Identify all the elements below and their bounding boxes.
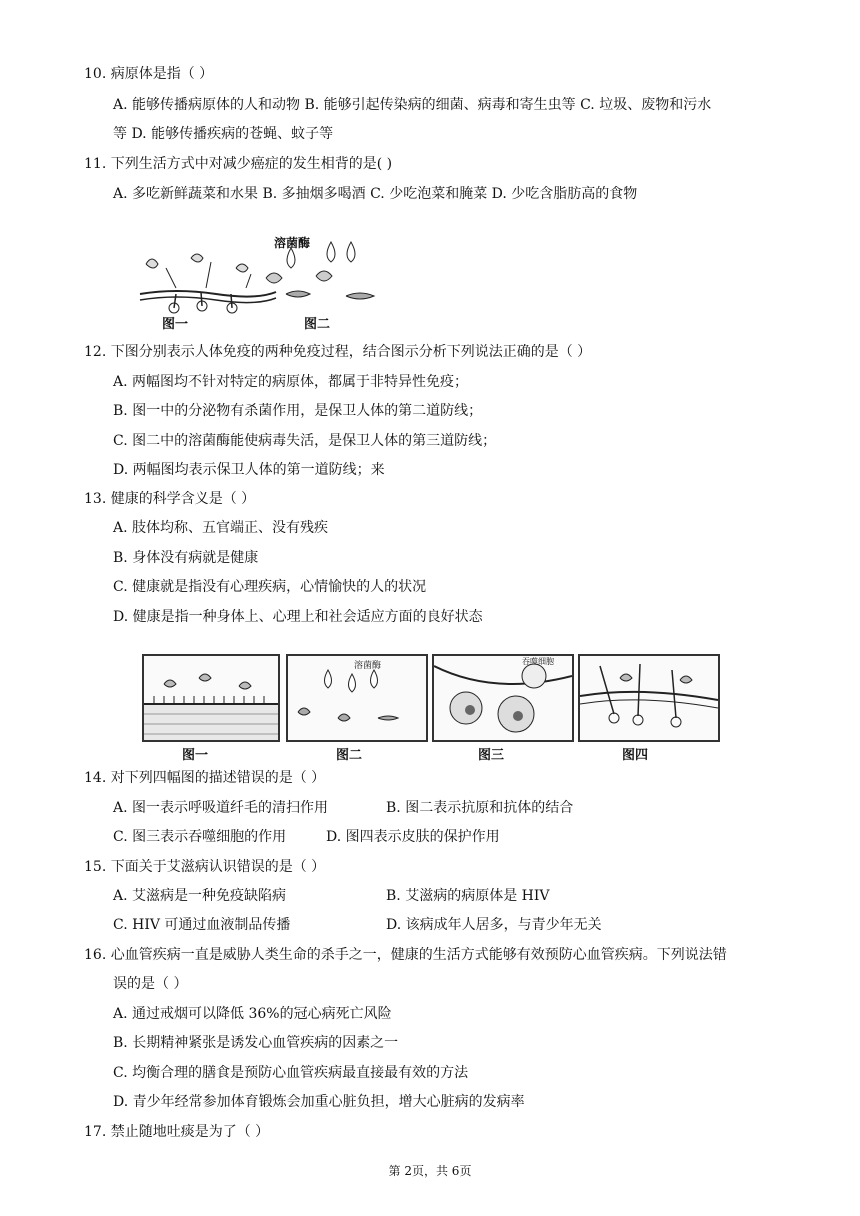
q15-option-d: D. 该病成年人居多，与青少年无关: [386, 917, 602, 933]
q13-stem: 13. 健康的科学含义是（ ）: [84, 491, 256, 507]
q14-option-c: C. 图三表示吞噬细胞的作用: [113, 829, 287, 845]
figure-small-enzyme-label: 溶菌酶: [274, 236, 311, 250]
q11-stem: 11. 下列生活方式中对减少癌症的发生相背的是( ): [84, 156, 393, 172]
figure-large-label-2: 图二: [336, 748, 363, 763]
q13-option-a: A. 肢体均称、五官端正、没有残疾: [113, 520, 329, 536]
panel-3-drawing: [434, 656, 572, 740]
q10-options-line1: A. 能够传播病原体的人和动物 B. 能够引起传染病的细菌、病毒和寄生虫等 C. 垃圾、废物和污水: [113, 97, 712, 113]
immune-figure-small: [136, 228, 386, 332]
q14-option-d: D. 图四表示皮肤的保护作用: [326, 829, 500, 845]
panel-1: [142, 654, 280, 742]
q16-option-a: A. 通过戒烟可以降低 36%的冠心病死亡风险: [113, 1006, 392, 1022]
q10-options-line2: 等 D. 能够传播疾病的苍蝇、蚊子等: [113, 126, 334, 142]
q13-option-c: C. 健康就是指没有心理疾病，心情愉快的人的状况: [113, 579, 427, 595]
q16-option-d: D. 青少年经常参加体育锻炼会加重心脏负担，增大心脏病的发病率: [113, 1094, 525, 1110]
q13-option-b: B. 身体没有病就是健康: [113, 550, 259, 566]
q14-stem: 14. 对下列四幅图的描述错误的是（ ）: [84, 770, 326, 786]
immune-figure-large: [142, 654, 722, 766]
q15-option-b: B. 艾滋病的病原体是 HIV: [386, 888, 550, 904]
panel-4-drawing: [580, 656, 718, 740]
panel-4: [578, 654, 720, 742]
q17-stem: 17. 禁止随地吐痰是为了（ ）: [84, 1124, 270, 1140]
q16-stem-line2: 误的是（ ）: [113, 976, 188, 992]
q12-option-a: A. 两幅图均不针对特定的病原体，都属于非特异性免疫；: [113, 374, 469, 390]
figure-large-label-4: 图四: [622, 748, 649, 763]
q14-option-a: A. 图一表示呼吸道纤毛的清扫作用: [113, 800, 329, 816]
panel-3: [432, 654, 574, 742]
figure-small-label-2: 图二: [304, 317, 331, 332]
panel-1-drawing: [144, 656, 278, 740]
q12-option-d: D. 两幅图均表示保卫人体的第一道防线；来: [113, 462, 385, 478]
page-number: 第 2页，共 6页: [388, 1164, 472, 1178]
q15-stem: 15. 下面关于艾滋病认识错误的是（ ）: [84, 859, 326, 875]
q14-option-b: B. 图二表示抗原和抗体的结合: [386, 800, 574, 816]
q15-option-a: A. 艾滋病是一种免疫缺陷病: [113, 888, 287, 904]
figure-large-label-3: 图三: [478, 748, 505, 763]
panel-3-phagocyte-label: 吞噬细胞: [522, 657, 554, 666]
q12-stem: 12. 下图分别表示人体免疫的两种免疫过程，结合图示分析下列说法正确的是（ ）: [84, 344, 592, 360]
q11-options: A. 多吃新鲜蔬菜和水果 B. 多抽烟多喝酒 C. 少吃泡菜和腌菜 D. 少吃含脂肪高的食物: [113, 186, 638, 202]
q16-option-c: C. 均衡合理的膳食是预防心血管疾病最直接最有效的方法: [113, 1065, 469, 1081]
q12-option-b: B. 图一中的分泌物有杀菌作用，是保卫人体的第二道防线；: [113, 403, 483, 419]
figure-large-label-1: 图一: [182, 748, 209, 763]
q10-stem: 10. 病原体是指（ ）: [84, 66, 214, 82]
figure-small-label-1: 图一: [162, 317, 189, 332]
q12-option-c: C. 图二中的溶菌酶能使病毒失活，是保卫人体的第三道防线；: [113, 433, 497, 449]
panel-2-enzyme-label: 溶菌酶: [354, 661, 382, 671]
q16-stem-line1: 16. 心血管疾病一直是威胁人类生命的杀手之一，健康的生活方式能够有效预防心血管疾病。下列说法错: [84, 947, 727, 963]
q16-option-b: B. 长期精神紧张是诱发心血管疾病的因素之一: [113, 1035, 399, 1051]
q13-option-d: D. 健康是指一种身体上、心理上和社会适应方面的良好状态: [113, 609, 483, 625]
q15-option-c: C. HIV 可通过血液制品传播: [113, 917, 291, 933]
